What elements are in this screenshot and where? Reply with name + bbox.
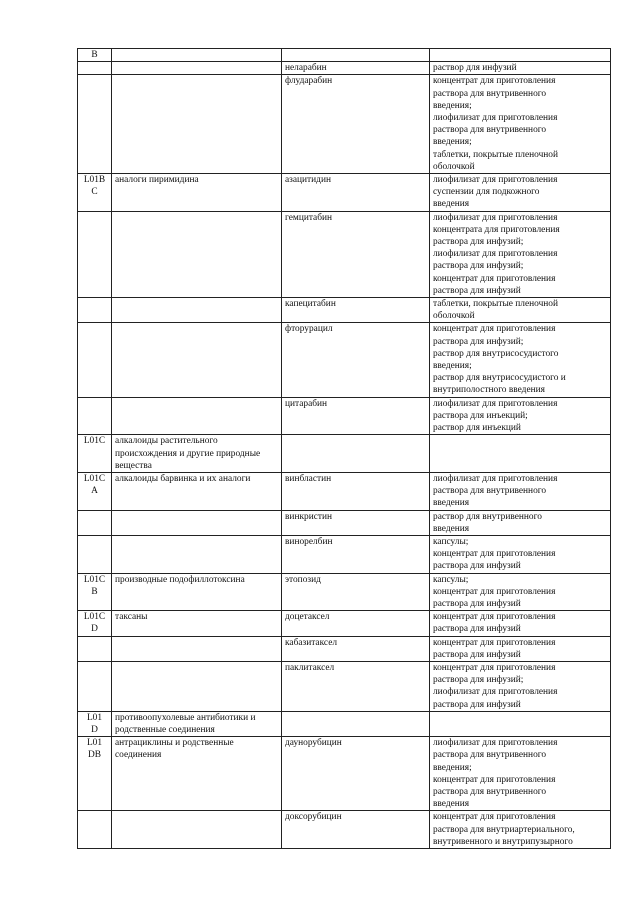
group-cell: аналоги пиримидина	[112, 174, 282, 212]
drug-name-cell	[282, 435, 430, 473]
table-row	[78, 323, 611, 397]
atc-code-cell	[78, 211, 112, 297]
group-cell	[112, 323, 282, 397]
drug-name-cell: неларабин	[282, 62, 430, 75]
group-cell	[112, 510, 282, 535]
atc-code-cell	[78, 323, 112, 397]
drug-name-cell	[282, 49, 430, 62]
atc-code-cell: L01C A	[78, 472, 112, 510]
drug-name-cell	[282, 711, 430, 736]
group-cell: алкалоиды барвинка и их аналоги	[112, 472, 282, 510]
table-row	[78, 298, 611, 323]
group-cell	[112, 535, 282, 573]
atc-code-cell	[78, 535, 112, 573]
atc-code-cell: L01C B	[78, 573, 112, 611]
drug-name-cell: капецитабин	[282, 298, 430, 323]
group-cell	[112, 62, 282, 75]
atc-code-cell: L01C	[78, 435, 112, 473]
table-row	[78, 49, 611, 62]
group-cell: алкалоиды растительного происхождения и другие природные вещества	[112, 435, 282, 473]
atc-code-cell	[78, 298, 112, 323]
atc-code-cell	[78, 62, 112, 75]
dosage-form-cell: таблетки, покрытые пленочной оболочкой	[430, 298, 611, 323]
dosage-form-cell: лиофилизат для приготовления концентрата для приготовления раствора для инфузий; лиофилизат для приготовления раствора для инфузий; концентрат для приготовления раствора для инфузий	[430, 211, 611, 297]
group-cell: противоопухолевые антибиотики и родственные соединения	[112, 711, 282, 736]
drug-name-cell: винбластин	[282, 472, 430, 510]
table-row	[78, 397, 611, 435]
dosage-form-cell: лиофилизат для приготовления раствора для внутривенного введения; концентрат для приготовления раствора для внутривенного введения	[430, 737, 611, 811]
dosage-form-cell: капсулы; концентрат для приготовления раствора для инфузий	[430, 535, 611, 573]
group-cell	[112, 811, 282, 849]
group-cell: производные подофиллотоксина	[112, 573, 282, 611]
dosage-form-cell: раствор для инфузий	[430, 62, 611, 75]
group-cell: антрациклины и родственные соединения	[112, 737, 282, 811]
dosage-form-cell	[430, 435, 611, 473]
drug-name-cell: кабазитаксел	[282, 636, 430, 661]
drug-name-cell: винорелбин	[282, 535, 430, 573]
table-row	[78, 211, 611, 297]
dosage-form-cell: концентрат для приготовления раствора для внутривенного введения; лиофилизат для приготовления раствора для внутривенного введения; таблетки, покрытые пленочной оболочкой	[430, 75, 611, 174]
atc-code-cell	[78, 661, 112, 711]
group-cell	[112, 636, 282, 661]
drug-table	[77, 48, 611, 849]
table-row	[78, 75, 611, 174]
dosage-form-cell: концентрат для приготовления раствора для инфузий; лиофилизат для приготовления раствора для инфузий	[430, 661, 611, 711]
drug-name-cell: гемцитабин	[282, 211, 430, 297]
table-row	[78, 62, 611, 75]
drug-name-cell: доксорубицин	[282, 811, 430, 849]
group-cell	[112, 49, 282, 62]
atc-code-cell	[78, 636, 112, 661]
atc-code-cell: L01B C	[78, 174, 112, 212]
group-cell	[112, 211, 282, 297]
drug-name-cell: цитарабин	[282, 397, 430, 435]
group-cell	[112, 397, 282, 435]
dosage-form-cell: концентрат для приготовления раствора для инфузий	[430, 611, 611, 636]
drug-name-cell: паклитаксел	[282, 661, 430, 711]
drug-table-body	[78, 49, 611, 849]
drug-name-cell: азацитидин	[282, 174, 430, 212]
dosage-form-cell: лиофилизат для приготовления раствора для внутривенного введения	[430, 472, 611, 510]
atc-code-cell: L01C D	[78, 611, 112, 636]
dosage-form-cell: концентрат для приготовления раствора для внутриартериального, внутривенного и внутрипузырного	[430, 811, 611, 849]
group-cell: таксаны	[112, 611, 282, 636]
dosage-form-cell: раствор для внутривенного введения	[430, 510, 611, 535]
table-row	[78, 636, 611, 661]
table-row	[78, 811, 611, 849]
atc-code-cell	[78, 510, 112, 535]
dosage-form-cell: лиофилизат для приготовления раствора для инъекций; раствор для инъекций	[430, 397, 611, 435]
drug-name-cell: винкристин	[282, 510, 430, 535]
drug-name-cell: фторурацил	[282, 323, 430, 397]
table-row	[78, 510, 611, 535]
table-row	[78, 472, 611, 510]
drug-name-cell: этопозид	[282, 573, 430, 611]
table-row	[78, 661, 611, 711]
drug-name-cell: флударабин	[282, 75, 430, 174]
group-cell	[112, 661, 282, 711]
atc-code-cell: В	[78, 49, 112, 62]
dosage-form-cell: концентрат для приготовления раствора для инфузий; раствор для внутрисосудистого введения; раствор для внутрисосудистого и внутриполостного введения	[430, 323, 611, 397]
table-row	[78, 737, 611, 811]
table-row	[78, 573, 611, 611]
atc-code-cell: L01 DB	[78, 737, 112, 811]
drug-name-cell: даунорубицин	[282, 737, 430, 811]
atc-code-cell	[78, 397, 112, 435]
atc-code-cell: L01 D	[78, 711, 112, 736]
table-row	[78, 174, 611, 212]
dosage-form-cell: лиофилизат для приготовления суспензии для подкожного введения	[430, 174, 611, 212]
atc-code-cell	[78, 811, 112, 849]
table-row	[78, 535, 611, 573]
dosage-form-cell	[430, 49, 611, 62]
table-row	[78, 435, 611, 473]
table-row	[78, 611, 611, 636]
group-cell	[112, 75, 282, 174]
atc-code-cell	[78, 75, 112, 174]
dosage-form-cell: концентрат для приготовления раствора для инфузий	[430, 636, 611, 661]
drug-name-cell: доцетаксел	[282, 611, 430, 636]
table-row	[78, 711, 611, 736]
dosage-form-cell	[430, 711, 611, 736]
group-cell	[112, 298, 282, 323]
dosage-form-cell: капсулы; концентрат для приготовления раствора для инфузий	[430, 573, 611, 611]
